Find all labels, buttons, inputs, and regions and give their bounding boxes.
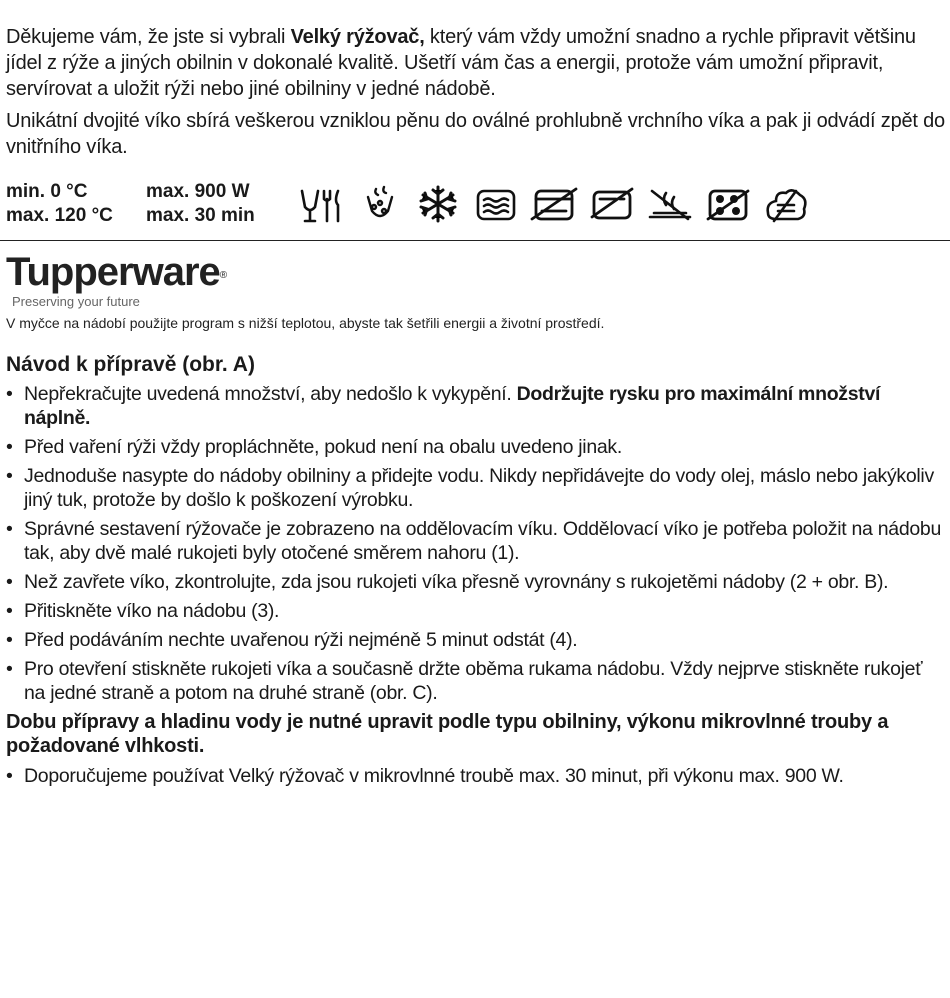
brand-tagline: Preserving your future: [12, 294, 140, 309]
food-safe-icon: [296, 183, 348, 225]
not-stovetop-flame-icon: [760, 183, 812, 225]
max-power: max. 900 W: [146, 181, 250, 202]
list-item: • Před vaření rýži vždy propláchněte, pokud není na obalu uvedeno jinak.: [6, 435, 946, 459]
intro-paragraph-1: Děkujeme vám, že jste si vybrali Velký rýžovač, který vám vždy umožní snadno a rychle připravit většinu jídel z rýže a jiných obilnin v dokonalé kvalitě. Ušetří vám čas a energii, protože vám umožní připravit, servírovat a uložit rýži nebo jiné obilniny v jedné nádobě.: [6, 26, 916, 100]
dishwasher-eco-note: V myčce na nádobí použijte program s nižší teplotou, abyste tak šetřili energii a životní prostředí.: [6, 315, 605, 331]
microwave-specs: [146, 180, 296, 228]
not-hob-icon: [702, 183, 754, 225]
temperature-specs: [6, 180, 146, 228]
list-item: • Přitiskněte víko na nádobu (3).: [6, 599, 946, 623]
section-divider: [0, 240, 950, 241]
list-item: • Jednoduše nasypte do nádoby obilniny a přidejte vodu. Nikdy nepřidávejte do vody olej, máslo nebo jakýkoliv jiný tuk, protože by došlo k poškození výrobku.: [6, 464, 946, 512]
freezer-safe-icon: [412, 183, 464, 225]
section-title: Návod k přípravě (obr. A): [6, 353, 255, 376]
list-item: • Než zavřete víko, zkontrolujte, zda jsou rukojeti víka přesně vyrovnány s rukojetěmi nádoby (2 + obr. B).: [6, 570, 946, 594]
not-stovetop-icon: [528, 183, 580, 225]
brand-block: [6, 252, 227, 310]
intro-section: [6, 24, 946, 228]
list-item: • Pro otevření stiskněte rukojeti víka a současně držte oběma rukama nádobu. Vždy nejprve stiskněte rukojeť na jedné straně a potom na druhé straně (obr. C).: [6, 657, 946, 705]
microwave-safe-icon: [470, 183, 522, 225]
usage-icons: [296, 183, 812, 225]
not-grill-icon: [644, 183, 696, 225]
list-item: • Před podáváním nechte uvařenou rýži nejméně 5 minut odstát (4).: [6, 628, 946, 652]
recommendation-list: [6, 764, 946, 788]
list-item: • Správné sestavení rýžovače je zobrazeno na oddělovacím víku. Oddělovací víko je potřeba položit na nádobu tak, aby dvě malé rukojeti byly otočené směrem nahoru (1).: [6, 517, 946, 565]
min-temperature: min. 0 °C: [6, 181, 88, 202]
not-oven-icon: [586, 183, 638, 225]
list-item: • Nepřekračujte uvedená množství, aby nedošlo k vykypění. Dodržujte rysku pro maximální množství náplně.: [6, 382, 946, 430]
intro-paragraph-2: Unikátní dvojité víko sbírá veškerou vzniklou pěnu do oválné prohlubně vrchního víka a pak ji odvádí zpět do vnitřního víka.: [6, 110, 945, 158]
preparation-instructions: [6, 352, 946, 793]
steps-list: [6, 382, 946, 705]
max-temperature: max. 120 °C: [6, 205, 113, 226]
tupperware-logo: Tupperware®: [6, 250, 228, 294]
adjustment-note: Dobu přípravy a hladinu vody je nutné upravit podle typu obilniny, výkonu mikrovlnné trouby a požadované vlhkosti.: [6, 711, 889, 757]
max-time: max. 30 min: [146, 205, 255, 226]
list-item: • Doporučujeme používat Velký rýžovač v mikrovlnné troubě max. 30 minut, při výkonu max. 900 W.: [6, 764, 946, 788]
specs-row: [6, 180, 946, 228]
dishwasher-safe-icon: [354, 183, 406, 225]
